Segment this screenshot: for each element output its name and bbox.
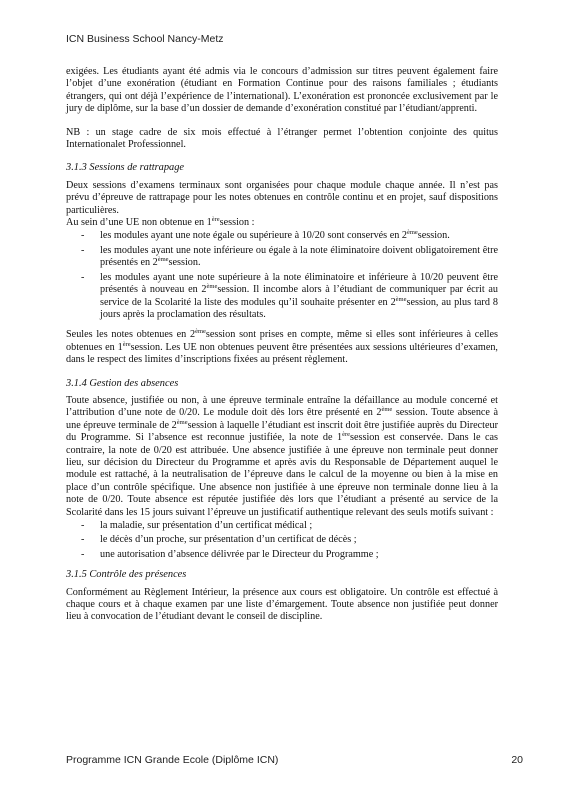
list-item: - la maladie, sur présentation d’un certificat médical ;: [81, 520, 313, 531]
list-item: - les modules ayant une note égale ou supérieure à 10/20 sont conservés en 2èmesession.: [81, 229, 450, 242]
footer-program-title: Programme ICN Grande Ecole (Diplôme ICN): [66, 754, 279, 766]
paragraph-sessions: Deux sessions d’examens terminaux sont organisées pour chaque module chaque année. Il n’est pas prévu d’épreuve de rattrapage pour les notes obtenues en contrôle continu et en projet, sauf dispositions particulières.: [66, 179, 498, 216]
paragraph-seules-notes: Seules les notes obtenues en 2èmesession sont prises en compte, même si elles sont inférieures à celles obtenues en 1èresession. Les UE non obtenues peuvent être présentées aux sessions ultérieures d’examen, dans le respect des limites d’inscriptions fixées au présent règlement.: [66, 328, 499, 366]
list-item: - les modules ayant une note supérieure à la note éliminatoire et inférieure à 10/20 peuvent être présentés à nouveau en 2èmesession. Il incombe alors à l’étudiant de communiquer par écrit au service de la Scolarité la liste des modules qu’il souhaite présenter en 2èmesession, au plus tard 8 jours après la proclamation des résultats.: [81, 271, 499, 320]
paragraph-absences: Toute absence, justifiée ou non, à une épreuve terminale entraîne la défaillance au module concerné et l’attribution d’une note de 0/20. Le module doit dès lors être présenté en 2ème session. Toute absence à une épreuve terminale de 2èmesession à laquelle l’étudiant est inscrit doit être justifiée auprès du Directeur du Programme. Si l’absence est reconnue justifiée, la note de 1èresession est conservée. Dans le cas contraire, la note de 0/20 est attribuée. Une absence justifiée à une épreuve non terminale peut donner lieu, sur décision du Directeur du Programme et après avis du Responsable de Département auquel le module est rattaché, à la neutralisation de l’épreuve dans le calcul de la moyenne ou bien à la mise en place d’un contrôle spécifique. Une absence non justifiée à une épreuve non terminale donne lieu à la note de 0/20. Toute absence est réputée justifiée dès lors que l’étudiant a présenté au service de la Scolarité dans les 15 jours suivant l’épreuve un justificatif authentique relevant des seuls motifs suivant :: [66, 394, 499, 518]
page-header: ICN Business School Nancy-Metz: [66, 33, 224, 45]
section-heading-rattrapage: 3.1.3 Sessions de rattrapage: [66, 162, 185, 174]
page-number: 20: [511, 754, 523, 766]
document-body: [66, 66, 498, 635]
list-item: - le décès d’un proche, sur présentation d’un certificat de décès ;: [81, 534, 357, 546]
section-heading-presences: 3.1.5 Contrôle des présences: [66, 569, 187, 581]
page-footer: [66, 754, 523, 766]
rattrapage-list: [66, 230, 498, 321]
section-heading-absences: 3.1.4 Gestion des absences: [66, 377, 179, 389]
paragraph-exoneration: exigées. Les étudiants ayant été admis via le concours d’admission sur titres peuvent également faire l’objet d’une exonération (étudiant en Formation Continue pour des raisons familiales ; étudiants étrangers, qui ont déjà l’expérience de l’international). L’exonération est prononcée exclusivement par le jury de diplôme, sur la base d’un dossier de demande d’exonération constitué par l’étudiant/apprenti.: [66, 66, 498, 115]
list-item: - les modules ayant une note inférieure ou égale à la note éliminatoire doivent obligatoirement être présentés en 2èmesession.: [81, 244, 498, 269]
list-item: - une autorisation d’absence délivrée par le Directeur du Programme ;: [81, 548, 379, 560]
paragraph-presences: Conformément au Règlement Intérieur, la présence aux cours est obligatoire. Un contrôle est effectué à chaque cours et à chaque examen par une liste d’émargement. Toute absence non justifiée peut donner lieu à convocation de l’étudiant devant le conseil de discipline.: [66, 586, 498, 623]
paragraph-nb: NB : un stage cadre de six mois effectué à l’étranger permet l’obtention conjointe des quitus Internationalet Professionnel.: [66, 126, 498, 151]
paragraph-ue-intro: Au sein d’une UE non obtenue en 1èresession :: [66, 216, 255, 229]
absence-motifs-list: [66, 520, 498, 561]
